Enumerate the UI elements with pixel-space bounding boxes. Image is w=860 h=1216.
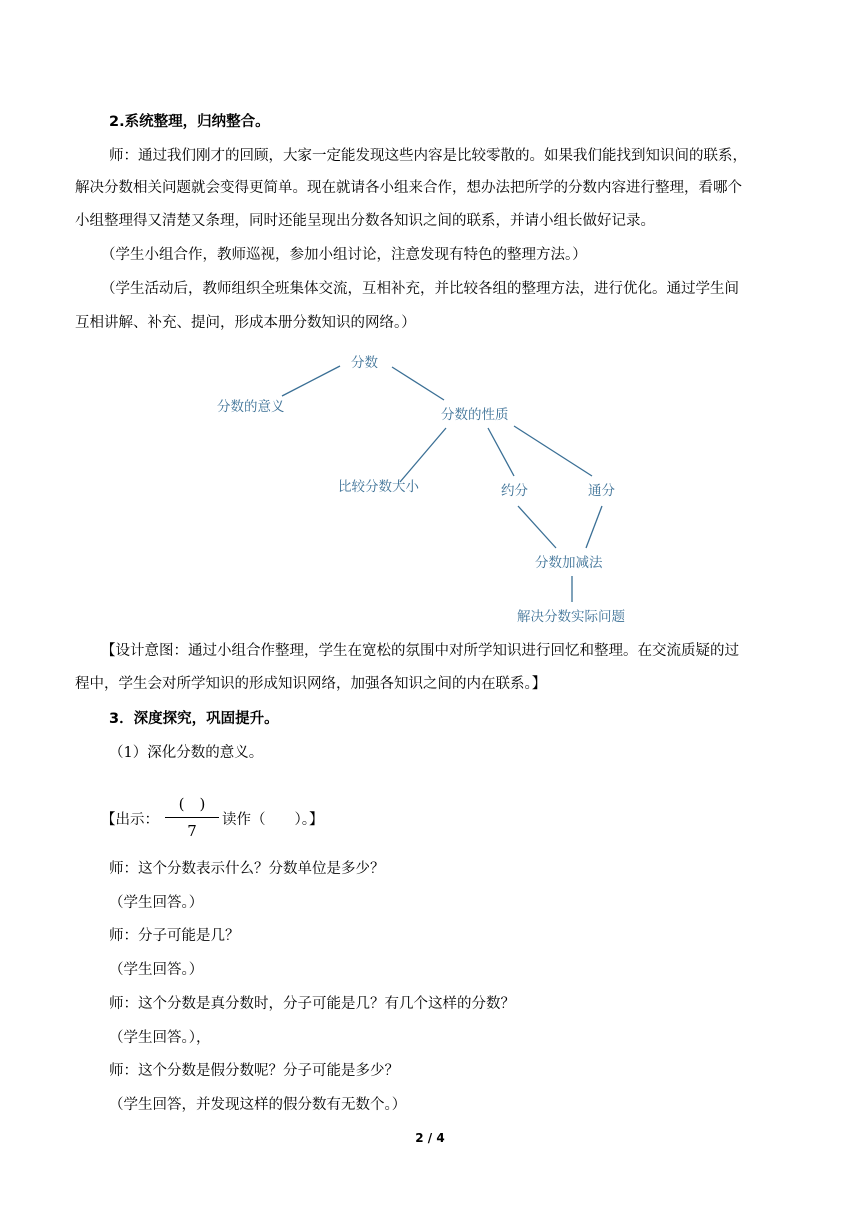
- node-compare-fractions: 比较分数大小: [338, 479, 419, 495]
- subsection-heading: （1）深化分数的意义。: [109, 745, 264, 761]
- paragraph-line: 解决分数相关问题就会变得更简单。现在就请各小组来合作，想办法把所学的分数内容进行整理，看哪个: [75, 180, 742, 196]
- node-fraction-property: 分数的性质: [441, 407, 509, 423]
- teacher-question: 师：这个分数表示什么？分数单位是多少？: [109, 861, 385, 877]
- student-answer: （学生回答。），: [109, 1030, 211, 1046]
- node-fraction: 分数: [351, 355, 378, 371]
- design-intent-line: 【设计意图：通过小组合作整理，学生在宽松的氛围中对所学知识进行回忆和整理。在交流质疑的过: [101, 643, 739, 659]
- student-answer: （学生回答。）: [109, 962, 204, 978]
- connector-property-common: [514, 426, 592, 476]
- section-3-heading: 3．深度探究，巩固提升。: [109, 711, 279, 727]
- node-fraction-meaning: 分数的意义: [217, 399, 285, 415]
- teacher-question: 师：分子可能是几？: [109, 928, 240, 944]
- show-suffix: 读作（ ）。】: [222, 812, 324, 828]
- paragraph-line: （学生小组合作，教师巡视，参加小组讨论，注意发现有特色的整理方法。）: [101, 247, 587, 263]
- connector-root-meaning: [282, 366, 340, 396]
- fraction-bar: [165, 817, 219, 818]
- fraction-blank-over-seven: [165, 795, 219, 845]
- node-fraction-add-subtract: 分数加减法: [535, 555, 603, 571]
- paragraph-line: （学生活动后，教师组织全班集体交流，互相补充，并比较各组的整理方法，进行优化。通过学生间: [101, 281, 739, 297]
- student-answer: （学生回答，并发现这样的假分数有无数个。）: [109, 1097, 407, 1113]
- node-solve-fraction-problems: 解决分数实际问题: [517, 609, 625, 625]
- student-answer: （学生回答。）: [109, 895, 204, 911]
- node-reduce-fraction: 约分: [501, 483, 528, 499]
- knowledge-network-diagram: [200, 340, 660, 630]
- node-common-denominator: 通分: [588, 483, 615, 499]
- show-prefix: 【出示：: [101, 812, 159, 828]
- connector-root-property: [392, 367, 444, 400]
- connector-reduce-addsub: [518, 506, 556, 548]
- page-number: 2 / 4: [415, 1131, 445, 1145]
- teacher-question: 师：这个分数是真分数时，分子可能是几？有几个这样的分数？: [109, 996, 515, 1012]
- fraction-denominator: 7: [187, 822, 197, 840]
- section-2-heading: 2.系统整理，归纳整合。: [109, 114, 270, 130]
- teacher-question: 师：这个分数是假分数呢？分子可能是多少？: [109, 1063, 399, 1079]
- connector-property-reduce: [488, 428, 514, 476]
- design-intent-line: 程中，学生会对所学知识的形成知识网络，加强各知识之间的内在联系。】: [75, 676, 547, 692]
- connector-common-addsub: [586, 506, 602, 548]
- paragraph-line: 互相讲解、补充、提问，形成本册分数知识的网络。）: [75, 315, 416, 331]
- fraction-numerator: ( ): [178, 795, 206, 813]
- paragraph-line: 师：通过我们刚才的回顾，大家一定能发现这些内容是比较零散的。如果我们能找到知识间的联系，: [109, 148, 747, 164]
- paragraph-line: 小组整理得又清楚又条理，同时还能呈现出分数各知识之间的联系，并请小组长做好记录。: [75, 213, 655, 229]
- connector-property-compare: [400, 428, 446, 482]
